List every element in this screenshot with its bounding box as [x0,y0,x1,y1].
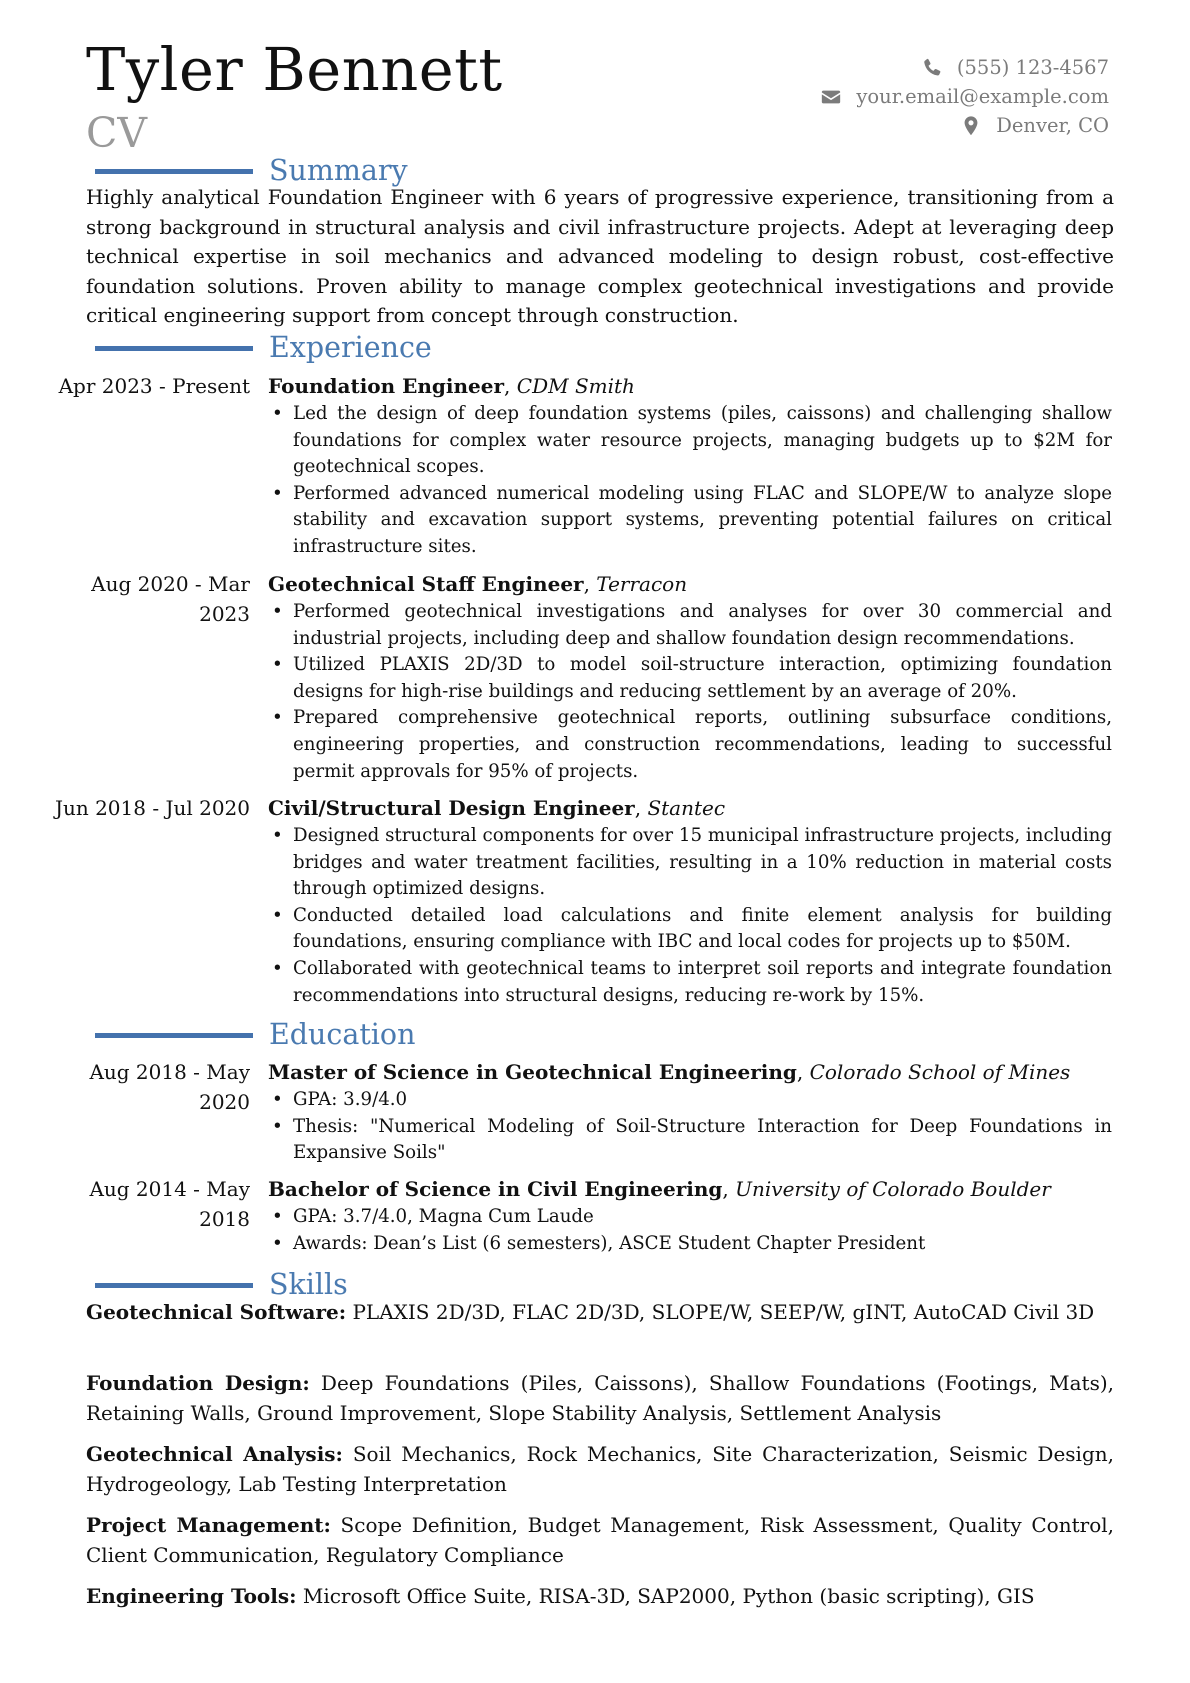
skill-category: Engineering Tools: [86,1584,297,1608]
entry-date: Jun 2018 - Jul 2020 [54,796,250,820]
entry-content [268,372,1112,561]
entry-role: Civil/Structural Design Engineer [268,796,635,820]
section-heading-experience [95,331,432,364]
section-rule [95,346,253,351]
skill-row [86,1440,1114,1499]
skill-category: Geotechnical Analysis: [86,1442,343,1466]
entry-date: Aug 2020 - Mar 2023 [91,572,250,626]
entry-org: University of Colorado Boulder [735,1177,1051,1201]
list-item: • GPA: 3.9/4.0 [268,1087,1112,1114]
list-item: • Awards: Dean’s List (6 semesters), ASCE Student Chapter President [268,1231,1112,1258]
list-item: • Conducted detailed load calculations and finite element analysis for building foundations, ensuring compliance with IBC and local codes for projects up to $50M. [268,903,1112,956]
contact-location [689,111,1109,140]
list-item: • Performed advanced numerical modeling using FLAC and SLOPE/W to analyze slope stability and excavation support systems, preventing potential failures on critical infrastructure sites. [268,481,1112,561]
entry-bullets [268,401,1112,561]
skill-list: Deep Foundations (Piles, Caissons), Shallow Foundations (Footings, Mats), Retaining Walls, Ground Improvement, Slope Stability Analysis, Settlement Analysis [86,1371,1115,1425]
entry-content [268,1058,1112,1167]
entry-role: Geotechnical Staff Engineer [268,572,584,596]
entry-role: Foundation Engineer [268,374,505,398]
skill-list: Soil Mechanics, Rock Mechanics, Site Characterization, Seismic Design, Hydrogeology, Lab Testing Interpretation [86,1442,1114,1496]
phone-icon [921,57,943,79]
entry-title: Master of Science in Geotechnical Engineering, Colorado School of Mines [268,1060,1071,1084]
entry-title: Geotechnical Staff Engineer, Terracon [268,572,688,596]
entry-role: Bachelor of Science in Civil Engineering [268,1177,723,1201]
entry-content [268,570,1112,785]
section-heading-summary [95,154,408,187]
entry-date: Apr 2023 - Present [58,374,250,398]
skill-list: PLAXIS 2D/3D, FLAC 2D/3D, SLOPE/W, SEEP/W, gINT, AutoCAD Civil 3D [352,1300,1095,1324]
envelope-icon [820,86,842,108]
entry-title: Bachelor of Science in Civil Engineering, University of Colorado Boulder [268,1177,1051,1201]
entry-title: Foundation Engineer, CDM Smith [268,374,635,398]
summary-text: Highly analytical Foundation Engineer with 6 years of progressive experience, transitioning from a strong background in structural analysis and civil infrastructure projects. Adept at leveraging deep technical expertise in soil mechanics and advanced modeling to design robust, cost-effective foundation solutions. Proven ability to manage complex geotechnical investigations and provide critical engineering support from concept through construction. [86,185,1114,328]
skill-row [86,1511,1114,1570]
list-item: • Designed structural components for over 15 municipal infrastructure projects, including bridges and water treatment facilities, resulting in a 10% reduction in material costs through optimized designs. [268,823,1112,903]
document-subtitle: CV [86,109,147,157]
section-title: Education [269,1018,416,1051]
location-text: Denver, CO [996,114,1109,137]
email-text[interactable]: your.email@example.com [856,85,1109,108]
entry-org: Stantec [647,796,726,820]
entry-date: Aug 2018 - May 2020 [89,1060,250,1114]
section-rule [95,1283,253,1288]
entry-date: Aug 2014 - May 2018 [89,1177,250,1231]
skill-category: Foundation Design: [86,1371,310,1395]
list-item: • Utilized PLAXIS 2D/3D to model soil-structure interaction, optimizing foundation designs for high-rise buildings and reducing settlement by an average of 20%. [268,652,1112,705]
section-title: Experience [269,331,432,364]
list-item: • Prepared comprehensive geotechnical reports, outlining subsurface conditions, engineering properties, and construction recommendations, leading to successful permit approvals for 95% of projects. [268,705,1112,785]
phone-text[interactable]: (555) 123-4567 [956,56,1109,79]
contact-phone [689,53,1109,82]
contact-email [689,82,1109,111]
entry-bullets [268,823,1112,1009]
section-title: Skills [269,1268,348,1301]
entry-content [268,794,1112,1009]
skill-row [86,1369,1114,1428]
entry-org: CDM Smith [516,374,635,398]
skill-category: Project Management: [86,1513,331,1537]
entry-bullets [268,1204,1112,1257]
section-title: Summary [269,154,408,187]
section-heading-skills [95,1268,348,1301]
map-marker-icon [960,115,982,137]
skill-category: Geotechnical Software: [86,1300,347,1324]
entry-role: Master of Science in Geotechnical Engineering [268,1060,797,1084]
list-item: • Thesis: "Numerical Modeling of Soil-Structure Interaction for Deep Foundations in Expansive Soils" [268,1114,1112,1167]
section-rule [95,1033,253,1038]
skill-list: Scope Definition, Budget Management, Risk Assessment, Quality Control, Client Communication, Regulatory Compliance [86,1513,1114,1567]
list-item: • Collaborated with geotechnical teams to interpret soil reports and integrate foundation recommendations into structural designs, reducing re-work by 15%. [268,956,1112,1009]
entry-content [268,1175,1112,1257]
entry-bullets [268,1087,1112,1167]
list-item: • Performed geotechnical investigations and analyses for over 30 commercial and industrial projects, including deep and shallow foundation design recommendations. [268,599,1112,652]
entry-title: Civil/Structural Design Engineer, Stantec [268,796,726,820]
section-rule [95,169,253,174]
list-item: • GPA: 3.7/4.0, Magna Cum Laude [268,1204,1112,1231]
contact-block [689,53,1109,140]
section-heading-education [95,1018,416,1051]
entry-org: Terracon [596,572,688,596]
skill-list: Microsoft Office Suite, RISA-3D, SAP2000, Python (basic scripting), GIS [302,1584,1035,1608]
entry-org: Colorado School of Mines [809,1060,1071,1084]
skill-row [86,1298,1114,1328]
skill-row [86,1582,1114,1612]
entry-bullets [268,599,1112,785]
list-item: • Led the design of deep foundation systems (piles, caissons) and challenging shallow foundations for complex water resource projects, managing budgets up to $2M for geotechnical scopes. [268,401,1112,481]
candidate-name: Tyler Bennett [86,35,503,104]
